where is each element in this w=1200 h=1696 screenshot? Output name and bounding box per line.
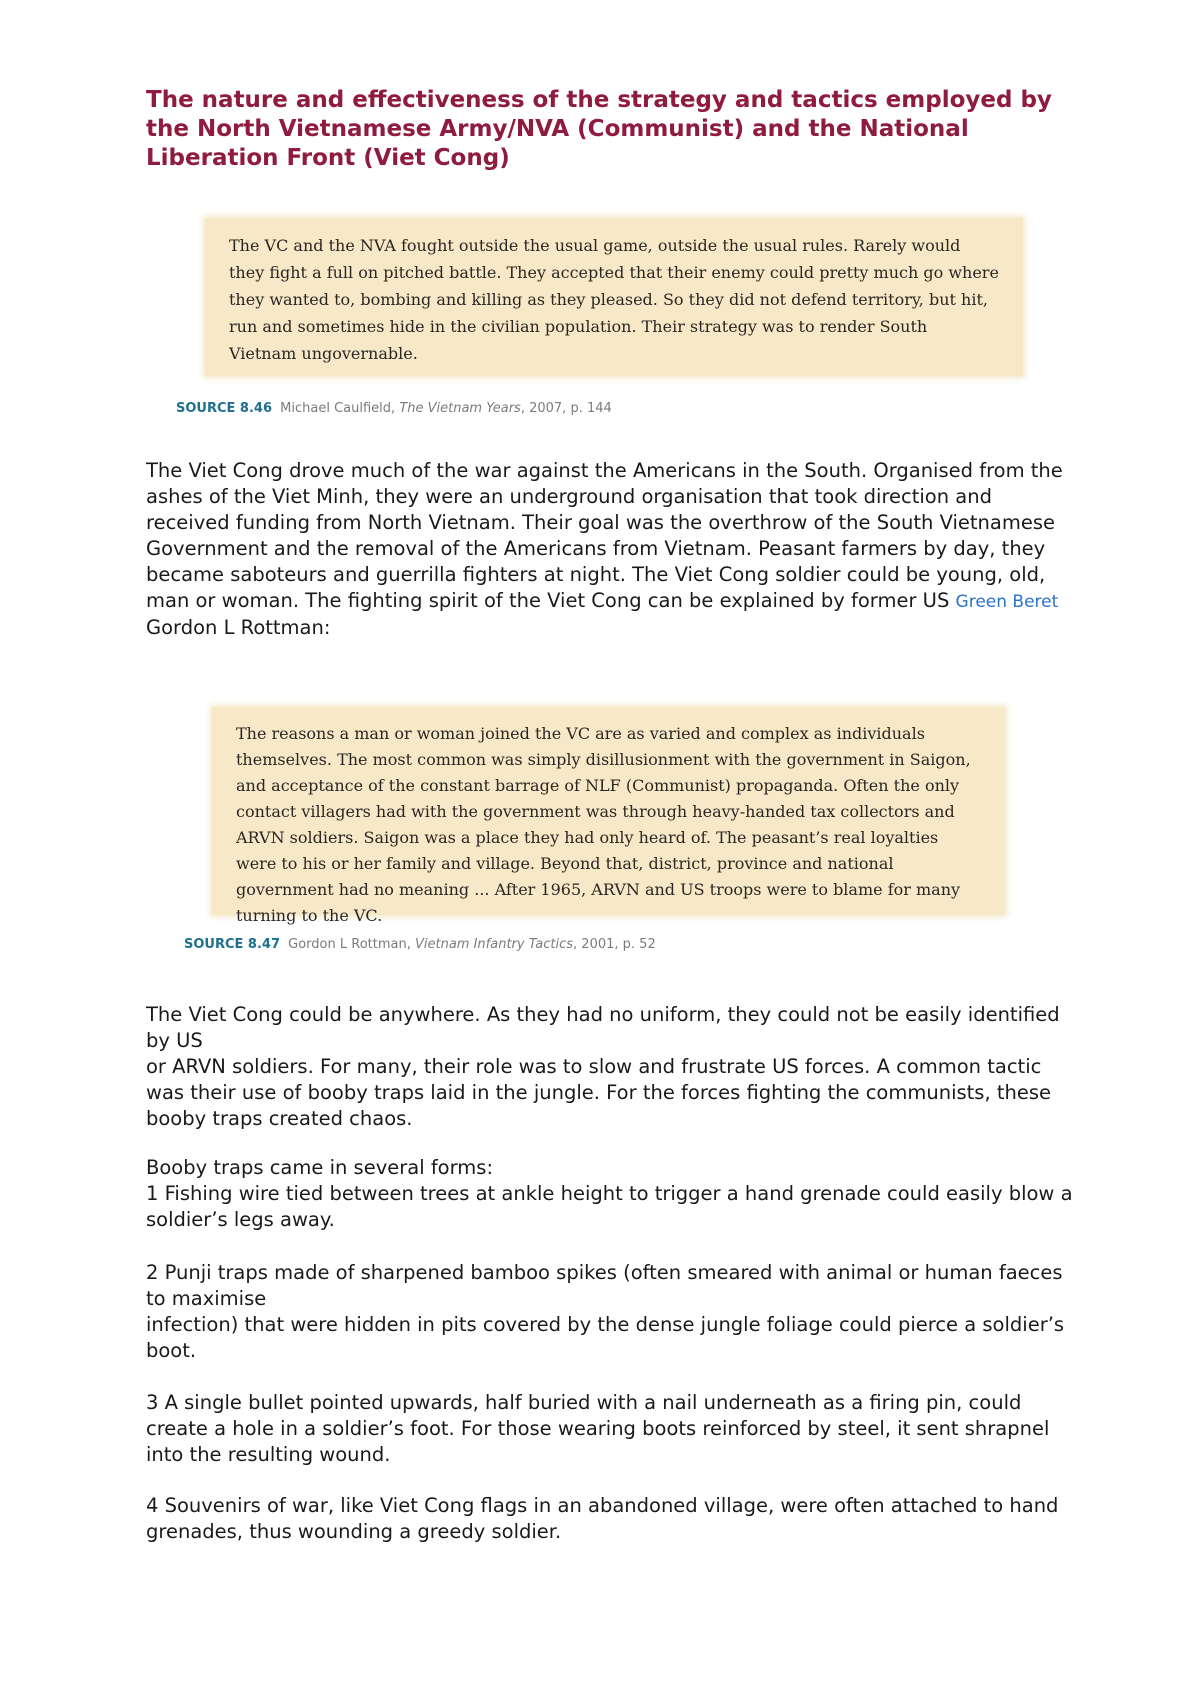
source-work-title: Vietnam Infantry Tactics <box>415 937 574 952</box>
green-beret-link[interactable]: Green Beret <box>955 592 1059 612</box>
intro-paragraph <box>146 458 1076 641</box>
source-author: Gordon L Rottman, <box>288 937 411 952</box>
paragraph-line: or ARVN soldiers. For many, their role was to slow and frustrate US forces. A common tactic was their use of booby traps laid in the jungle. For the forces fighting the communists, these booby traps created chaos. <box>146 1055 1052 1130</box>
source-caption <box>184 937 656 952</box>
source-details: , 2007, p. 144 <box>520 401 612 416</box>
intro-text: The Viet Cong drove much of the war against the Americans in the South. Organised from the ashes of the Viet Minh, they were an underground organisation that took direction and received funding from North Vietnam. Their goal was the overthrow of the South Vietnamese Government and the removal of the Americans from Vietnam. Peasant farmers by day, they became saboteurs and guerrilla fighters at night. The Viet Cong soldier could be young, old, man or woman. The fighting spirit of the Viet Cong can be explained by former US <box>146 459 1063 612</box>
list-item: 2 Punji traps made of sharpened bamboo spikes (often smeared with animal or human faeces to maximise <box>146 1261 1063 1310</box>
source-quote-text: The VC and the NVA fought outside the usual game, outside the usual rules. Rarely would they fight a full on pitched battle. They accepted that their enemy could pretty much go where they wanted to, bombing and killing as they pleased. So they did not defend territory, but hit, run and sometimes hide in the civilian population. Their strategy was to render South Vietnam ungovernable. <box>229 236 999 363</box>
source-work-title: The Vietnam Years <box>399 401 521 416</box>
body-paragraph <box>146 1390 1076 1468</box>
source-author: Michael Caulfield, <box>280 401 396 416</box>
list-item: 4 Souvenirs of war, like Viet Cong flags in an abandoned village, were often attached to hand grenades, thus wounding a greedy soldier. <box>146 1494 1059 1543</box>
list-item: infection) that were hidden in pits covered by the dense jungle foliage could pierce a soldier’s boot. <box>146 1313 1065 1362</box>
body-paragraph <box>146 1155 1076 1233</box>
source-details: , 2001, p. 52 <box>573 937 656 952</box>
body-paragraph <box>146 1260 1076 1364</box>
source-label: SOURCE 8.47 <box>184 937 281 952</box>
body-paragraph <box>146 1002 1076 1132</box>
list-item: 3 A single bullet pointed upwards, half buried with a nail underneath as a firing pin, could create a hole in a soldier’s foot. For those wearing boots reinforced by steel, it sent shrapnel into the resulting wound. <box>146 1391 1050 1466</box>
source-quote-box <box>212 707 1005 925</box>
paragraph-line: The Viet Cong could be anywhere. As they had no uniform, they could not be easily identified by US <box>146 1003 1060 1052</box>
source-caption <box>176 401 612 416</box>
source-quote-box <box>205 218 1023 376</box>
paragraph-line: Booby traps came in several forms: <box>146 1156 494 1179</box>
page-title: The nature and effectiveness of the strategy and tactics employed by the North Vietnamese Army/NVA (Communist) and the National Liberation Front (Viet Cong) <box>146 87 1052 171</box>
intro-text-end: Gordon L Rottman: <box>146 616 331 639</box>
list-item: 1 Fishing wire tied between trees at ankle height to trigger a hand grenade could easily blow a soldier’s legs away. <box>146 1182 1073 1231</box>
source-label: SOURCE 8.46 <box>176 401 273 416</box>
body-paragraph <box>146 1493 1076 1545</box>
source-quote-text: The reasons a man or woman joined the VC are as varied and complex as individuals themselves. The most common was simply disillusionment with the government in Saigon, and acceptance of the constant barrage of NLF (Communist) propaganda. Often the only contact villagers had with the government was through heavy-handed tax collectors and ARVN soldiers. Saigon was a place they had only heard of. The peasant’s real loyalties were to his or her family and village. Beyond that, district, province and national government had no meaning ... After 1965, ARVN and US troops were to blame for many turning to the VC. <box>236 724 971 925</box>
